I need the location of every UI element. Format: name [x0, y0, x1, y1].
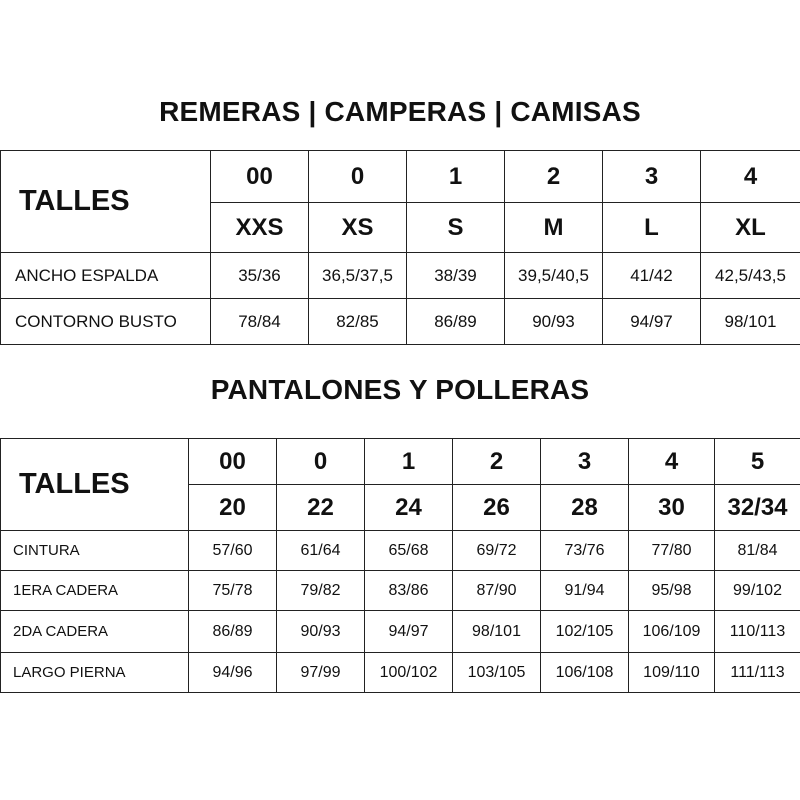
table-cell: 103/105 — [453, 653, 541, 693]
table-cell: 106/108 — [541, 653, 629, 693]
table-cell: 39,5/40,5 — [505, 253, 603, 299]
table-cell: 100/102 — [365, 653, 453, 693]
table-cell: 98/101 — [701, 299, 800, 345]
size-header: 3 — [603, 151, 701, 203]
size-header: 2 — [505, 151, 603, 203]
size-letter-header: M — [505, 203, 603, 253]
table-cell: 41/42 — [603, 253, 701, 299]
row-label: LARGO PIERNA — [1, 653, 189, 693]
size-header: 4 — [629, 439, 715, 485]
size-number-header: 24 — [365, 485, 453, 531]
tops-size-chart-title: REMERAS | CAMPERAS | CAMISAS — [159, 96, 641, 127]
table-cell: 90/93 — [505, 299, 603, 345]
table-cell: 61/64 — [277, 531, 365, 571]
table-cell: 91/94 — [541, 571, 629, 611]
table-cell: 109/110 — [629, 653, 715, 693]
table-cell: 42,5/43,5 — [701, 253, 800, 299]
size-header: 2 — [453, 439, 541, 485]
table-cell: 99/102 — [715, 571, 800, 611]
tops-size-table — [0, 150, 800, 345]
size-header: 3 — [541, 439, 629, 485]
table-cell: 38/39 — [407, 253, 505, 299]
table-cell: 75/78 — [189, 571, 277, 611]
table-cell: 36,5/37,5 — [309, 253, 407, 299]
row-label: ANCHO ESPALDA — [1, 253, 211, 299]
table-row — [1, 653, 800, 693]
table-row — [1, 611, 800, 653]
table-row — [1, 299, 800, 345]
table-row — [1, 571, 800, 611]
size-header: 0 — [277, 439, 365, 485]
size-number-header: 28 — [541, 485, 629, 531]
table-cell: 77/80 — [629, 531, 715, 571]
size-letter-header: XXS — [211, 203, 309, 253]
table-cell: 94/97 — [603, 299, 701, 345]
table-cell: 69/72 — [453, 531, 541, 571]
table-cell: 81/84 — [715, 531, 800, 571]
table-cell: 110/113 — [715, 611, 800, 653]
table-cell: 97/99 — [277, 653, 365, 693]
talles-header: TALLES — [1, 151, 211, 253]
row-label: 2DA CADERA — [1, 611, 189, 653]
bottoms-size-table — [0, 438, 800, 693]
table-cell: 73/76 — [541, 531, 629, 571]
size-number-header: 32/34 — [715, 485, 800, 531]
talles-header: TALLES — [1, 439, 189, 531]
table-cell: 87/90 — [453, 571, 541, 611]
table-cell: 102/105 — [541, 611, 629, 653]
table-cell: 94/97 — [365, 611, 453, 653]
row-label: 1ERA CADERA — [1, 571, 189, 611]
bottoms-size-chart-title: PANTALONES Y POLLERAS — [210, 374, 590, 405]
table-cell: 57/60 — [189, 531, 277, 571]
size-number-header: 26 — [453, 485, 541, 531]
size-header: 5 — [715, 439, 800, 485]
table-cell: 90/93 — [277, 611, 365, 653]
size-letter-header: XL — [701, 203, 800, 253]
size-number-header: 22 — [277, 485, 365, 531]
size-header: 1 — [365, 439, 453, 485]
size-letter-header: L — [603, 203, 701, 253]
table-cell: 95/98 — [629, 571, 715, 611]
size-letter-header: S — [407, 203, 505, 253]
size-number-header: 30 — [629, 485, 715, 531]
table-cell: 106/109 — [629, 611, 715, 653]
table-row — [1, 531, 800, 571]
size-header: 1 — [407, 151, 505, 203]
table-row — [1, 253, 800, 299]
table-cell: 78/84 — [211, 299, 309, 345]
table-cell: 82/85 — [309, 299, 407, 345]
table-cell: 65/68 — [365, 531, 453, 571]
size-header: 00 — [189, 439, 277, 485]
table-cell: 98/101 — [453, 611, 541, 653]
table-cell: 35/36 — [211, 253, 309, 299]
table-cell: 111/113 — [715, 653, 800, 693]
size-number-row — [1, 439, 800, 485]
table-cell: 79/82 — [277, 571, 365, 611]
row-label: CONTORNO BUSTO — [1, 299, 211, 345]
table-cell: 86/89 — [407, 299, 505, 345]
size-number-row — [1, 151, 800, 203]
size-header: 00 — [211, 151, 309, 203]
size-letter-header: XS — [309, 203, 407, 253]
table-cell: 94/96 — [189, 653, 277, 693]
size-header: 4 — [701, 151, 800, 203]
table-cell: 83/86 — [365, 571, 453, 611]
table-cell: 86/89 — [189, 611, 277, 653]
size-header: 0 — [309, 151, 407, 203]
row-label: CINTURA — [1, 531, 189, 571]
size-number-header: 20 — [189, 485, 277, 531]
